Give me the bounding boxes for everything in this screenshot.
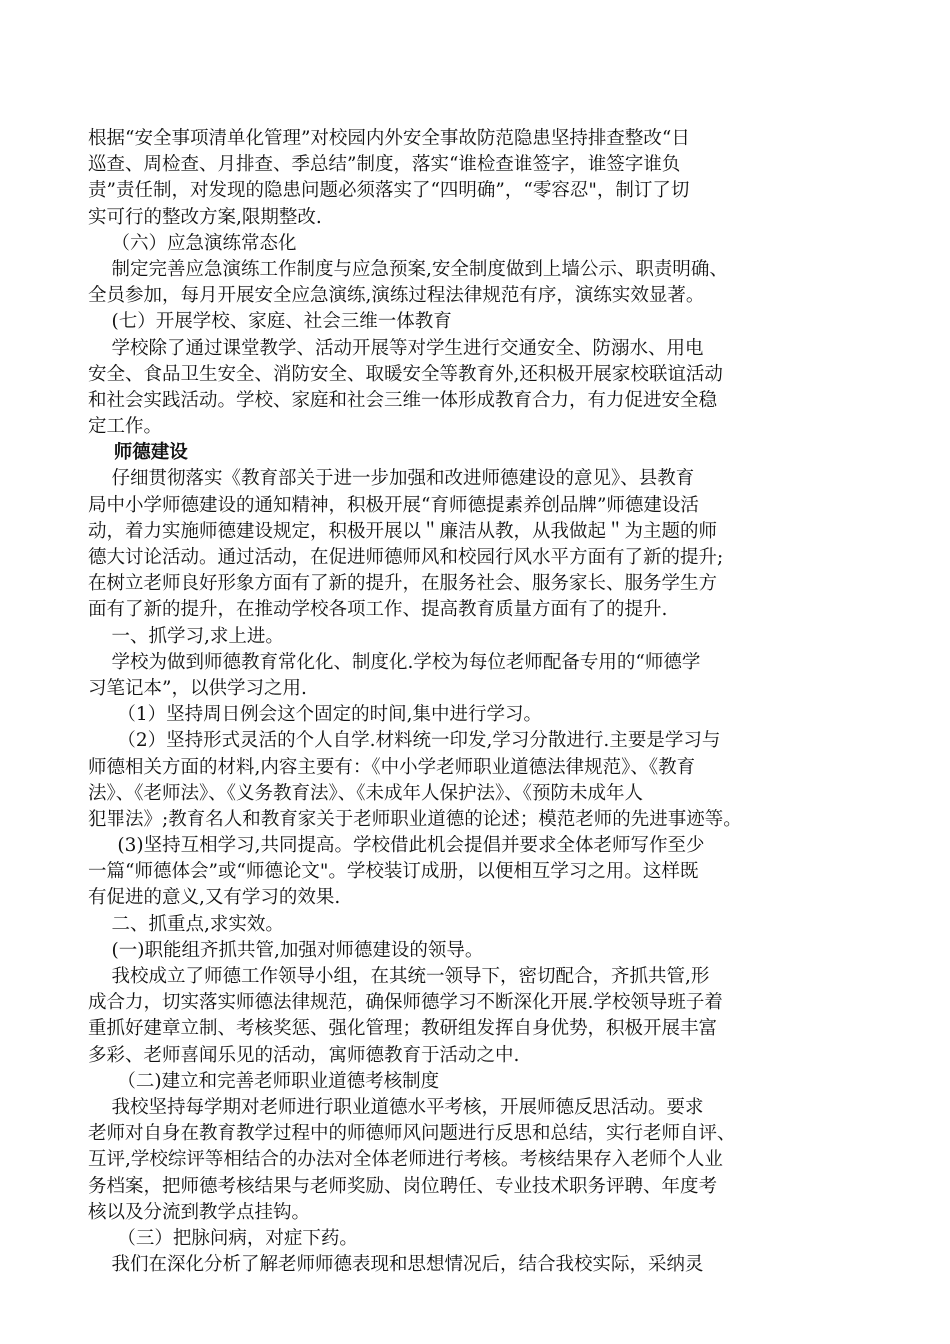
text-line: 习笔记本”，以供学习之用.	[88, 677, 307, 699]
text-line: 面有了新的提升，在推动学校各项工作、提高教育质量方面有了的提升.	[88, 599, 668, 621]
list-item: (3)坚持互相学习,共同提高。学校借此机会提倡并要求全体老师写作至少	[88, 835, 705, 857]
list-item: （1）坚持周日例会这个固定的时间,集中进行学习。	[88, 704, 543, 726]
text-line: 动，着力实施师德建设规定，积极开展以＂廉洁从教，从我做起＂为主题的师	[88, 520, 718, 542]
text-line: 务档案，把师德考核结果与老师奖励、岗位聘任、专业技术职务评聘、年度考	[88, 1175, 718, 1197]
text-line: 在树立老师良好形象方面有了新的提升，在服务社会、服务家长、服务学生方	[88, 573, 718, 595]
text-line: 定工作。	[88, 416, 163, 438]
document-body	[88, 126, 878, 1278]
text-line: 实可行的整改方案,限期整改.	[88, 206, 322, 228]
text-line: 重抓好建章立制、考核奖惩、强化管理；教研组发挥自身优势，积极开展丰富	[88, 1018, 718, 1040]
text-line: 和社会实践活动。学校、家庭和社会三维一体形成教育合力，有力促进安全稳	[88, 389, 718, 411]
text-line: 德大讨论活动。通过活动，在促进师德师风和校园行风水平方面有了新的提升;	[88, 547, 724, 568]
list-item: （2）坚持形式灵活的个人自学.材料统一印发,学习分散进行.主要是学习与	[88, 730, 721, 752]
text-line: 责”责任制，对发现的隐患问题必须落实了“四明确”，“零容忍"，制订了切	[88, 180, 690, 202]
text-line: 法》、《老师法》、《义务教育法》、《未成年人保护法》、《预防未成年人	[88, 782, 644, 804]
section-heading: (一)职能组齐抓共管,加强对师德建设的领导。	[88, 939, 484, 961]
text-line: 全员参加，每月开展安全应急演练,演练过程法律规范有序，演练实效显著。	[88, 285, 705, 307]
text-line: 安全、食品卫生安全、消防安全、取暖安全等教育外,还积极开展家校联谊活动	[88, 363, 723, 385]
text-line: 制定完善应急演练工作制度与应急预案,安全制度做到上墙公示、职责明确、	[88, 258, 728, 280]
text-line: 师德相关方面的材料,内容主要有：《中小学老师职业道德法律规范》、《教育	[88, 756, 696, 778]
section-heading: （六）应急演练常态化	[88, 232, 297, 254]
text-line: 一篇“师德体会”或“师德论文"。学校装订成册，以便相互学习之用。这样既	[88, 861, 699, 883]
text-line: 局中小学师德建设的通知精神，积极开展“育师德提素养创品牌”师德建设活	[88, 494, 699, 516]
text-line: 巡查、周检查、月排查、季总结”制度，落实“谁检查谁签字，谁签字谁负	[88, 154, 681, 176]
text-line: 有促进的意义,又有学习的效果.	[88, 887, 341, 909]
text-line: 多彩、老师喜闻乐见的活动，寓师德教育于活动之中.	[88, 1044, 520, 1066]
text-line: 成合力，切实落实师德法律规范，确保师德学习不断深化开展.学校领导班子着	[88, 992, 723, 1014]
section-heading: （二)建立和完善老师职业道德考核制度	[88, 1070, 440, 1092]
text-line: 核以及分流到教学点挂钩。	[88, 1201, 311, 1223]
text-line: 我校成立了师德工作领导小组，在其统一领导下，密切配合，齐抓共管,形	[88, 966, 710, 987]
section-heading: (七）开展学校、家庭、社会三维一体教育	[88, 311, 452, 333]
text-line: 犯罪法》;教育名人和教育家关于老师职业道德的论述；模范老师的先进事迹等。	[88, 808, 742, 830]
text-line: 学校为做到师德教育常化化、制度化.学校为每位老师配备专用的“师德学	[88, 651, 701, 673]
section-title: 师德建设	[88, 442, 188, 464]
section-heading: 一、抓学习,求上进。	[88, 625, 284, 647]
text-line: 我们在深化分析了解老师师德表现和思想情况后，结合我校实际，采纳灵	[88, 1254, 704, 1276]
section-heading: （三）把脉问病，对症下药。	[88, 1227, 358, 1249]
text-line: 老师对自身在教育教学过程中的师德师风问题进行反思和总结，实行老师自评、	[88, 1123, 736, 1145]
text-line: 我校坚持每学期对老师进行职业道德水平考核，开展师德反思活动。要求	[88, 1096, 704, 1118]
text-line: 互评,学校综评等相结合的办法对全体老师进行考核。考核结果存入老师个人业	[88, 1149, 723, 1171]
section-heading: 二、抓重点,求实效。	[88, 913, 284, 935]
text-line: 学校除了通过课堂教学、活动开展等对学生进行交通安全、防溺水、用电	[88, 337, 704, 359]
text-line: 仔细贯彻落实《教育部关于进一步加强和改进师德建设的意见》、县教育	[88, 468, 695, 490]
text-line: 根据“安全事项清单化管理”对校园内外安全事故防范隐患坚持排查整改“日	[88, 128, 690, 149]
